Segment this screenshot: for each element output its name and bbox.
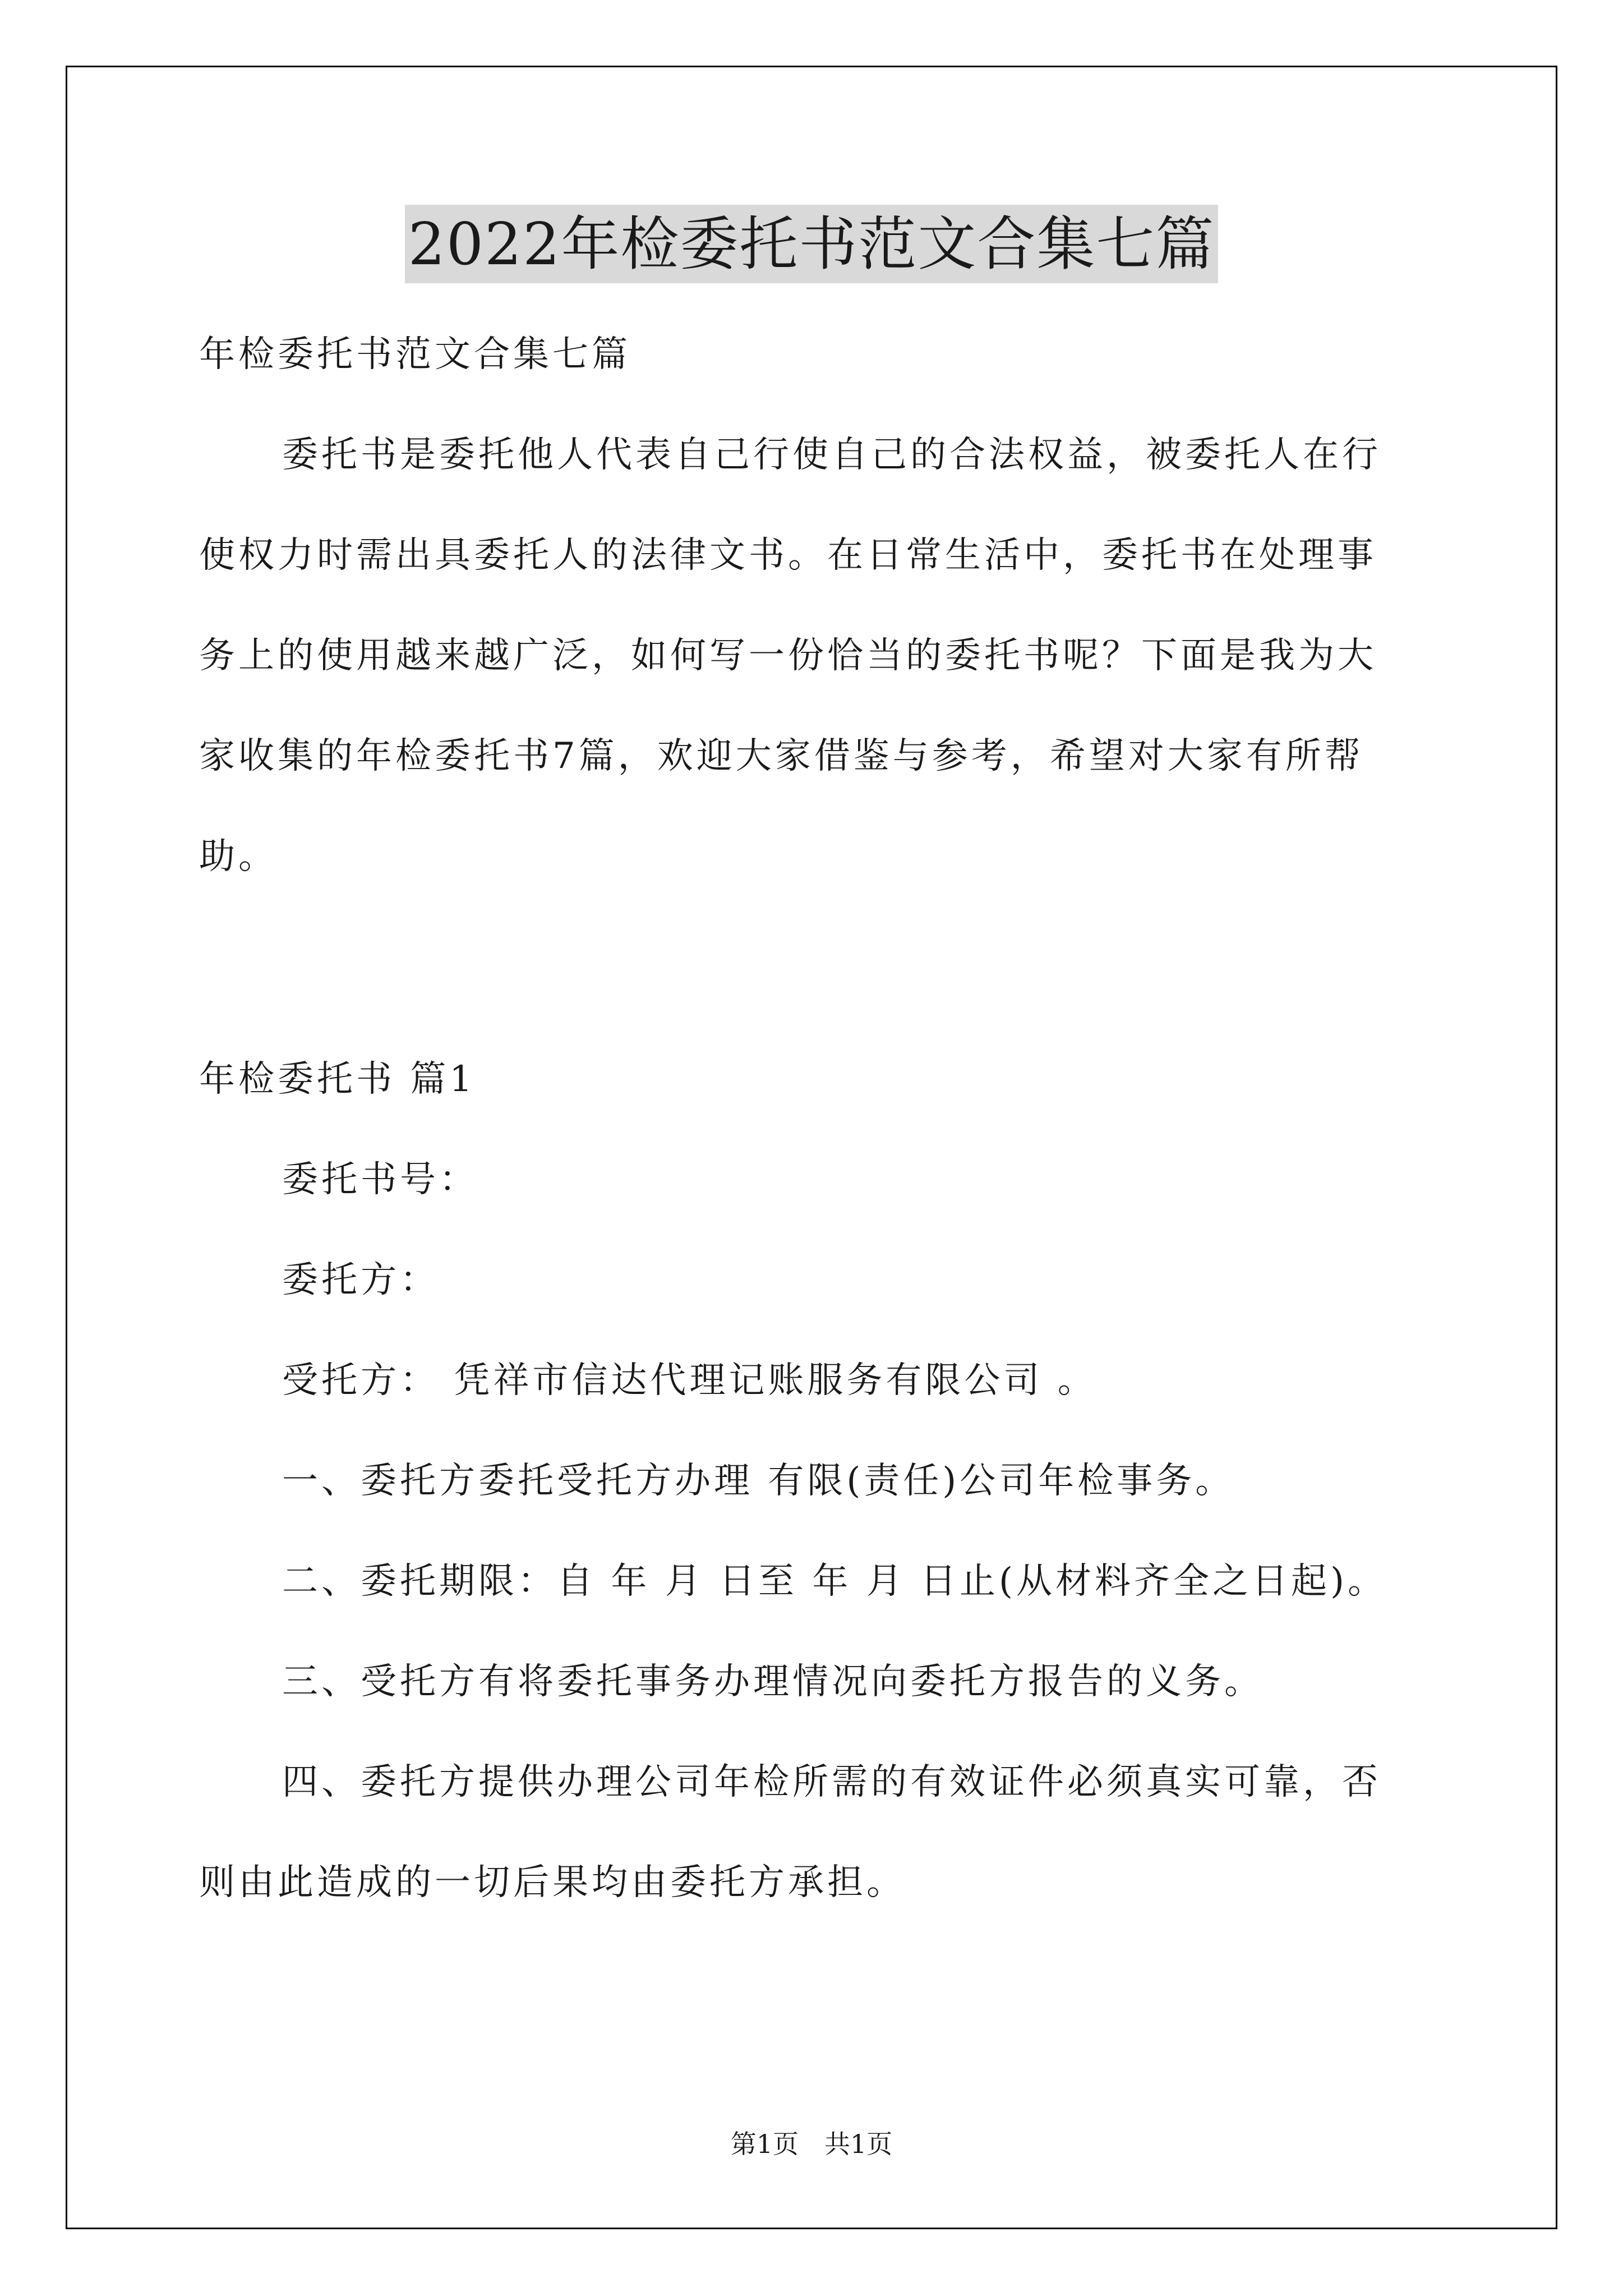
list-item-continuation: 则由此造成的一切后果均由委托方承担。 [199,1862,906,1903]
intro-line: 家收集的年检委托书7篇，欢迎大家借鉴与参考，希望对大家有所帮 [199,735,1364,777]
document-title: 2022年检委托书范文合集七篇 [405,205,1219,283]
list-item: 三、受托方有将委托事务办理情况向委托方报告的义务。 [282,1661,1264,1703]
list-item: 委托方： [282,1259,439,1301]
intro-line: 务上的使用越来越广泛，如何写一份恰当的委托书呢？下面是我为大 [199,635,1377,677]
list-item: 四、委托方提供办理公司年检所需的有效证件必须真实可靠，否 [282,1761,1381,1803]
intro-line: 助。 [199,836,278,877]
page-number-footer: 第1页 共1页 [730,2129,893,2159]
document-body [199,331,1433,1906]
list-item: 一、委托方委托受托方办理 有限(责任)公司年检事务。 [282,1460,1235,1502]
intro-line: 委托书是委托他人代表自己行使自己的合法权益，被委托人在行 [282,434,1381,476]
title-container [0,205,1623,283]
section-heading: 年检委托书 篇1 [199,1059,476,1100]
intro-line: 使权力时需出具委托人的法律文书。在日常生活中，委托书在处理事 [199,535,1377,576]
list-item: 受托方： 凭祥市信达代理记账服务有限公司 。 [282,1360,1097,1401]
list-item: 委托书号： [282,1159,478,1200]
document-subtitle: 年检委托书范文合集七篇 [199,334,631,375]
list-item: 二、委托期限：自 年 月 日至 年 月 日止(从材料齐全之日起)。 [282,1561,1387,1602]
